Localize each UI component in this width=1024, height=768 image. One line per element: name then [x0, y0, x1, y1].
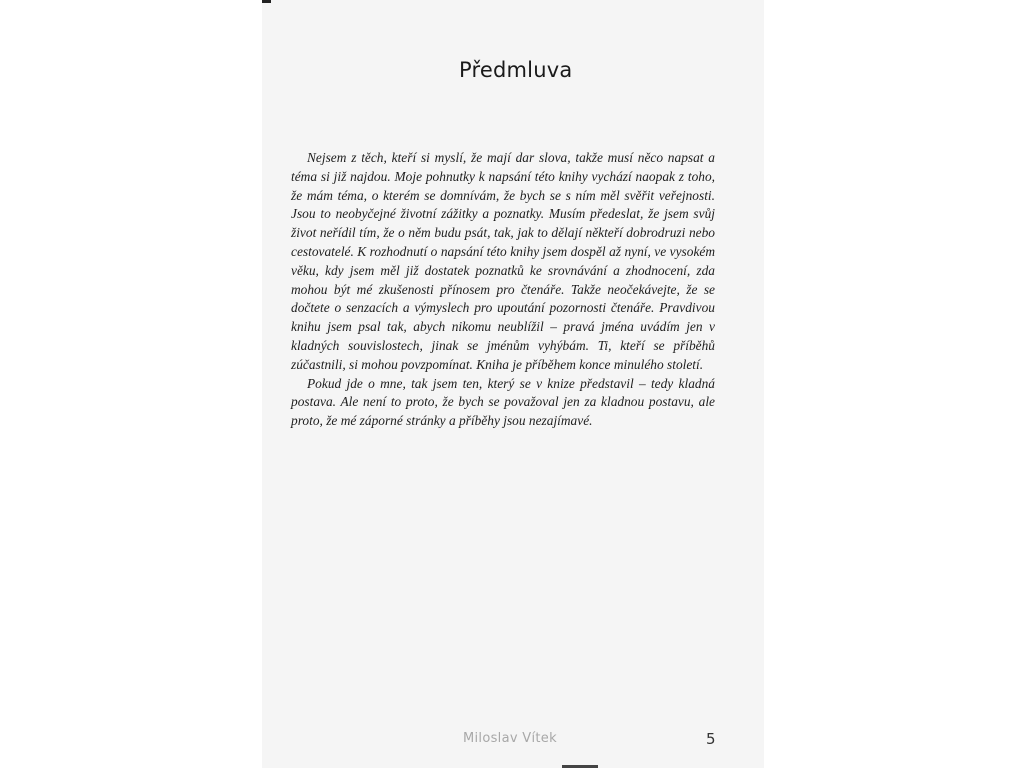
page-title: Předmluva: [459, 58, 573, 82]
page-number: 5: [706, 730, 716, 748]
body-text: [291, 149, 715, 431]
footer-author: Miloslav Vítek: [463, 731, 557, 746]
corner-mark: [262, 0, 271, 3]
paragraph-1: Nejsem z těch, kteří si myslí, že mají dar slova, takže musí něco napsat a téma si již najdou. Moje pohnutky k napsání této knihy vychází naopak z toho, že mám téma, o kterém se domnívám, že bych se s ním měl svěřit veřejnosti. Jsou to neobyčejné životní zážitky a poznatky. Musím předeslat, že jsem svůj život neřídil tím, že o něm budu psát, tak, jak to dělají někteří dobrodruzi nebo cestovatelé. K rozhodnutí o napsání této knihy jsem dospěl až nyní, ve vysokém věku, kdy jsem měl již dostatek poznatků ke srovnávání a zhodnocení, zda mohou být mé zkušenosti přínosem pro čtenáře. Takže neočekávejte, že se dočtete o senzacích a výmyslech pro upoutání pozornosti čtenáře. Pravdivou knihu jsem psal tak, abych nikomu neublížil – pravá jména uvádím jen v kladných souvislostech, jinak se jménům vyhýbám. Ti, kteří se příběhů zúčastnili, si mohou povzpomínat. Kniha je příběhem konce minulého století.: [291, 150, 715, 372]
paragraph-2: Pokud jde o mne, tak jsem ten, který se v knize představil – tedy kladná postava. Ale není to proto, že bych se považoval jen za kladnou postavu, ale proto, že mé záporné stránky a příběhy jsou nezajímavé.: [291, 375, 715, 429]
